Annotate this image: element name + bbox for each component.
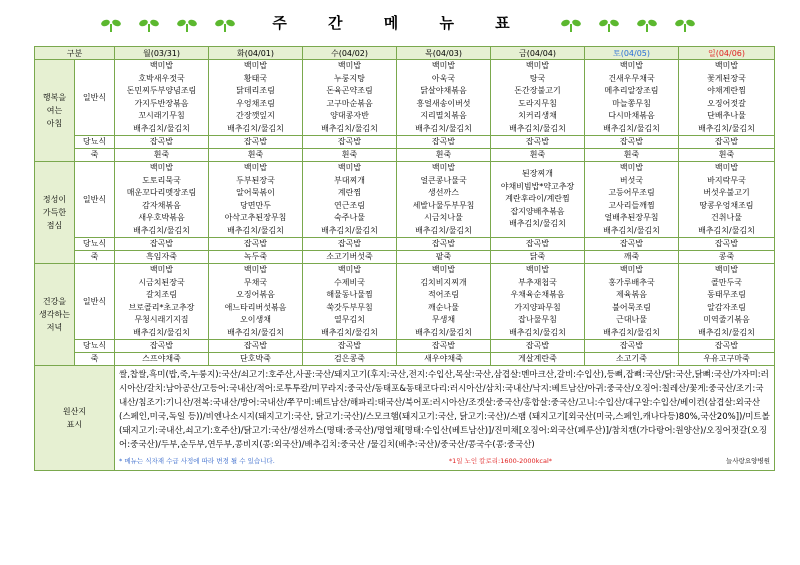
menu-item: 백미밥 — [525, 61, 550, 70]
menu-item: 꼬시래기무침 — [138, 111, 185, 120]
diabetic-cell: 잡곡밥 — [491, 340, 585, 353]
diabetic-cell: 잡곡밥 — [303, 238, 397, 251]
menu-item: 배추김치/물김치 — [133, 123, 190, 133]
day-header-fri: 금(04/04) — [491, 47, 585, 60]
day-header-thu: 목(04/03) — [397, 47, 491, 60]
day-header-row — [35, 47, 775, 60]
meal-row-diabetic — [35, 340, 775, 353]
menu-item: 배추김치/물김치 — [509, 219, 566, 229]
menu-item: 잡지양배추볶음 — [510, 206, 565, 216]
sprout-icon — [560, 18, 582, 32]
menu-item: 배추김치/물김치 — [321, 327, 378, 337]
diabetic-cell: 잡곡밥 — [209, 238, 303, 251]
menu-item: 감자채볶음 — [142, 200, 181, 210]
menu-item: 브로콜리*초고추장 — [128, 302, 195, 312]
menu-item: 야채비빔밥*약고추장 — [500, 181, 575, 191]
menu-item: 고사리들깨찜 — [608, 200, 655, 210]
menu-item: 해물동나물찜 — [326, 290, 373, 299]
day-header-sat: 토(04/05) — [585, 47, 679, 60]
menu-item: 세발나물두부무침 — [412, 200, 475, 210]
menu-item: 황태국 — [243, 73, 268, 83]
porridge-cell: 흰죽 — [209, 149, 303, 162]
menu-item: 오이생채 — [240, 315, 271, 324]
menu-item: 흥얼새송이버섯 — [416, 98, 471, 108]
menu-item: 고등어무조림 — [608, 188, 655, 197]
menu-item: 백미밥 — [431, 265, 456, 274]
menu-cell — [397, 264, 491, 340]
origin-row — [35, 366, 775, 471]
menu-item: 수제비국 — [334, 277, 365, 287]
menu-item: 땅콩우엉채조림 — [699, 200, 754, 210]
sprout-icon — [598, 18, 620, 32]
menu-item: 배추김치/물김치 — [509, 123, 566, 133]
menu-item: 백미밥 — [619, 61, 644, 70]
menu-item: 버섯우불고기 — [703, 188, 750, 197]
menu-item: 백미밥 — [337, 61, 362, 70]
menu-cell — [397, 162, 491, 238]
menu-item: 건취나물 — [711, 213, 742, 222]
menu-item: 미역줄기볶음 — [703, 315, 750, 324]
menu-cell — [303, 60, 397, 136]
menu-item: 두부된장국 — [236, 175, 275, 185]
day-header-tue: 화(04/01) — [209, 47, 303, 60]
diabetic-cell: 잡곡밥 — [585, 340, 679, 353]
menu-cell — [397, 60, 491, 136]
menu-item: 적어조림 — [428, 290, 459, 299]
menu-item: 아삭고추된장무침 — [224, 213, 287, 222]
menu-item: 열무김치 — [334, 315, 365, 324]
sprout-icon — [214, 18, 236, 32]
menu-item: 백미밥 — [431, 163, 456, 172]
diet-type-label: 일반식 — [75, 60, 115, 136]
calorie-note: *1일 노인 칼로리:1600-2000kcal* — [448, 457, 553, 465]
menu-item: 새우호박볶음 — [138, 213, 185, 222]
menu-cell — [491, 162, 585, 238]
menu-cell — [585, 60, 679, 136]
menu-item: 당면만두 — [240, 200, 271, 210]
diabetic-cell: 잡곡밥 — [491, 238, 585, 251]
diet-type-label: 죽 — [75, 149, 115, 162]
menu-item: 배추김치/물김치 — [415, 225, 472, 235]
menu-item: 콜만두국 — [711, 277, 742, 287]
menu-item: 배추김치/물김치 — [698, 225, 755, 235]
menu-item: 배추김치/물김치 — [227, 123, 284, 133]
menu-item: 백미밥 — [337, 163, 362, 172]
menu-item: 백미밥 — [149, 61, 174, 70]
diabetic-cell: 잡곡밥 — [115, 136, 209, 149]
diabetic-cell: 잡곡밥 — [209, 340, 303, 353]
porridge-cell: 스프야채죽 — [115, 353, 209, 366]
diabetic-cell: 잡곡밥 — [397, 238, 491, 251]
menu-item: 배추김치/물김치 — [321, 225, 378, 235]
menu-item: 고구마순볶음 — [326, 98, 373, 108]
menu-item: 백미밥 — [337, 265, 362, 274]
sprout-icon — [100, 18, 122, 32]
hospital-name: 늘사랑요양병원 — [726, 457, 770, 465]
diet-type-label: 죽 — [75, 251, 115, 264]
diabetic-cell: 잡곡밥 — [303, 340, 397, 353]
menu-item: 다시마채볶음 — [608, 111, 655, 120]
menu-item: 시금치나물 — [424, 213, 463, 222]
menu-item: 배추김치/물김치 — [603, 123, 660, 133]
meal-row-porridge — [35, 149, 775, 162]
sprout-icon — [176, 18, 198, 32]
menu-item: 야채계란찜 — [707, 86, 746, 95]
porridge-cell: 단호박죽 — [209, 353, 303, 366]
page-header — [0, 0, 800, 46]
menu-cell — [585, 162, 679, 238]
origin-info — [115, 366, 775, 471]
meal-name: 행복을 여는 아침 — [35, 60, 75, 162]
diet-type-label: 당뇨식 — [75, 136, 115, 149]
menu-item: 백미밥 — [714, 163, 739, 172]
menu-item: 백미밥 — [243, 163, 268, 172]
diabetic-cell: 잡곡밥 — [115, 238, 209, 251]
origin-label: 원산지 표시 — [35, 366, 115, 471]
diabetic-cell: 잡곡밥 — [491, 136, 585, 149]
porridge-cell: 흰죽 — [585, 149, 679, 162]
porridge-cell: 녹두죽 — [209, 251, 303, 264]
menu-item: 메추리알장조림 — [604, 86, 659, 95]
meal-row-porridge — [35, 353, 775, 366]
diet-type-label: 당뇨식 — [75, 238, 115, 251]
diabetic-cell: 잡곡밥 — [209, 136, 303, 149]
menu-item: 얼배추된장무침 — [604, 213, 659, 222]
menu-item: 꽃게된장국 — [707, 73, 746, 83]
origin-footer — [119, 454, 770, 468]
porridge-cell: 새우야채죽 — [397, 353, 491, 366]
meal-row-main — [35, 162, 775, 238]
menu-item: 제육볶음 — [616, 290, 647, 299]
menu-item: 갈치조림 — [146, 290, 177, 299]
menu-item: 배추김치/물김치 — [321, 123, 378, 133]
menu-item: 배추김치/물김치 — [415, 123, 472, 133]
meal-row-diabetic — [35, 238, 775, 251]
menu-cell — [303, 264, 397, 340]
diabetic-cell: 잡곡밥 — [679, 136, 775, 149]
menu-item: 김치비지찌개 — [420, 277, 467, 287]
origin-text: 쌀,찹쌀,흑미(밥,죽,누룽지):국산/쇠고기:호주산,사골:국산/돼지고기(후지:국산,전지:수입산,목살:국산,삼겹살:멘마크산,갈비:수입산),등뼈,잡뼈:국산/닭:국산,닭뼈:국산/가자미:러시아산/갈치:남아공산/고등어:국내산/적어:로투투칼/미꾸라지:중국산/동태포&동태코다리:러시아산/삼치:국내산/낙지:베트남산/아귀:중국산/오징어:칠레산/꽃게:중국산/조기:국내산/침조기:기니산/전복:국내산/방어:국내산/쭈꾸미:베트남산/해파리:태국산/북어포:러시아산/조갯살:중국산/홍합살:중국산/고니:수입산/대구알:수입산/베이컨(삼겹살:외국산(스페인,미국,독일 등))/비엔나소시지(돼지고기:국산, 닭고기:국산)/스모크햄(돼지고기:국산, 닭고기:국산)/스팸 (돼지고기[외국산(미국,스페인,캐나다등)80%,국산20%])/미트볼(돼지고기:국내산,쇠고기:호주산)/닭고기:국산/생선까스(명태:중국산)/명엽채[명태:수입산(베트남산)]/진미채[오징어:외국산(페루산)]/참치캔(가다랑어:원양산)/오징어젓갈(오징어:중국산)/두부,순두부,연두부,콩비지(콩:외국산)/배추김치:중국산 /물김치(배추:국산)/중국산/콩국수(콩:중국산) — [119, 370, 770, 450]
menu-item: 백미밥 — [619, 265, 644, 274]
menu-item: 백미밥 — [431, 61, 456, 70]
menu-item: 우채육순채볶음 — [510, 290, 565, 299]
menu-item: 가지양파무침 — [514, 302, 561, 312]
porridge-cell: 소고기죽 — [585, 353, 679, 366]
menu-item: 지리멸치볶음 — [420, 111, 467, 120]
porridge-cell: 흰죽 — [491, 149, 585, 162]
menu-cell — [115, 162, 209, 238]
diet-type-label: 일반식 — [75, 162, 115, 238]
menu-item: 배추김치/물김치 — [133, 327, 190, 337]
menu-item: 치커리생채 — [518, 111, 557, 120]
menu-cell — [679, 264, 775, 340]
sprout-icon — [636, 18, 658, 32]
menu-item: 백미밥 — [714, 265, 739, 274]
menu-item: 돈간장불고기 — [514, 86, 561, 95]
menu-item: 바지락무국 — [707, 175, 746, 185]
menu-item: 계란후라이/계란찜 — [505, 194, 570, 204]
menu-item: 양대콩자반 — [330, 111, 369, 120]
porridge-cell: 검은콩죽 — [303, 353, 397, 366]
sprout-decoration-right — [560, 18, 696, 32]
menu-cell — [585, 264, 679, 340]
menu-item: 불어묵조림 — [612, 302, 651, 312]
menu-item: 무생채 — [431, 315, 456, 324]
porridge-cell: 소고기버섯죽 — [303, 251, 397, 264]
menu-item: 부추재첩국 — [518, 277, 557, 287]
porridge-cell: 흰죽 — [397, 149, 491, 162]
menu-cell — [209, 162, 303, 238]
menu-item: 아욱국 — [431, 73, 456, 83]
menu-item: 백미밥 — [525, 265, 550, 274]
menu-item: 근대나물 — [616, 315, 647, 324]
day-header-sun: 일(04/06) — [679, 47, 775, 60]
menu-item: 오징어볶음 — [236, 290, 275, 299]
porridge-cell: 콩죽 — [679, 251, 775, 264]
menu-item: 백미밥 — [714, 61, 739, 70]
menu-item: 도토리묵국 — [142, 175, 181, 185]
menu-item: 알어묵볶이 — [236, 188, 275, 197]
sprout-icon — [674, 18, 696, 32]
menu-item: 버섯국 — [619, 175, 644, 185]
menu-item: 백미밥 — [149, 163, 174, 172]
menu-item: 건새우무채국 — [608, 73, 655, 83]
menu-item: 닭데리조림 — [236, 86, 275, 95]
diabetic-cell: 잡곡밥 — [115, 340, 209, 353]
menu-item: 간장깻잎지 — [236, 111, 275, 120]
menu-item: 배추김치/물김치 — [415, 327, 472, 337]
menu-item: 깨순나물 — [428, 302, 459, 312]
menu-item: 동태무조림 — [707, 290, 746, 299]
menu-item: 쑥갓두부무침 — [326, 302, 373, 312]
menu-item: 배추김치/물김치 — [509, 327, 566, 337]
diabetic-cell: 잡곡밥 — [679, 238, 775, 251]
sprout-decoration-left — [100, 18, 236, 32]
diabetic-cell: 잡곡밥 — [585, 238, 679, 251]
diet-type-label: 일반식 — [75, 264, 115, 340]
weekly-menu-table — [34, 46, 775, 471]
menu-change-notice: * 메뉴는 식자재 수급 사정에 따라 변경 될 수 있습니다. — [119, 457, 275, 465]
menu-item: 무채국 — [243, 277, 268, 287]
menu-item: 누룽지탕 — [334, 73, 365, 83]
menu-item: 백미밥 — [149, 265, 174, 274]
menu-item: 호박새우젓국 — [138, 73, 185, 83]
menu-item: 백미밥 — [619, 163, 644, 172]
menu-cell — [303, 162, 397, 238]
menu-item: 부대찌개 — [334, 175, 365, 185]
menu-cell — [115, 264, 209, 340]
menu-cell — [679, 162, 775, 238]
meal-name: 정성이 가득한 점심 — [35, 162, 75, 264]
page-title: 주 간 메 뉴 표 — [272, 14, 528, 32]
menu-cell — [491, 264, 585, 340]
porridge-cell: 팥죽 — [397, 251, 491, 264]
menu-item: 배추김치/물김치 — [227, 327, 284, 337]
menu-item: 오징어젓갈 — [707, 98, 746, 108]
porridge-cell: 흑임자죽 — [115, 251, 209, 264]
menu-item: 우엉채조림 — [236, 98, 275, 108]
menu-item: 가지두반장볶음 — [134, 98, 189, 108]
sprout-icon — [138, 18, 160, 32]
category-header: 구분 — [35, 47, 115, 60]
day-header-wed: 수(04/02) — [303, 47, 397, 60]
menu-item: 탕국 — [529, 73, 546, 83]
menu-item: 단배추나물 — [707, 111, 746, 120]
menu-item: 애느타리버섯볶음 — [224, 302, 287, 312]
menu-item: 배추김치/물김치 — [698, 327, 755, 337]
menu-item: 계란찜 — [337, 188, 362, 197]
menu-cell — [679, 60, 775, 136]
menu-item: 도라지무침 — [518, 98, 557, 108]
diet-type-label: 죽 — [75, 353, 115, 366]
menu-item: 알감자조림 — [707, 302, 746, 312]
day-header-mon: 월(03/31) — [115, 47, 209, 60]
menu-item: 배추김치/물김치 — [133, 225, 190, 235]
menu-item: 백미밥 — [243, 265, 268, 274]
meal-row-porridge — [35, 251, 775, 264]
menu-item: 배추김치/물김치 — [603, 327, 660, 337]
menu-item: 잡나물무침 — [518, 315, 557, 324]
menu-item: 배추김치/물김치 — [227, 225, 284, 235]
menu-cell — [491, 60, 585, 136]
menu-item: 연근조림 — [334, 200, 365, 210]
menu-cell — [115, 60, 209, 136]
meal-name: 건강을 생각하는 저녁 — [35, 264, 75, 366]
porridge-cell: 우유고구마죽 — [679, 353, 775, 366]
diet-type-label: 당뇨식 — [75, 340, 115, 353]
menu-item: 매운꼬다리멧장조림 — [126, 188, 197, 197]
meal-row-diabetic — [35, 136, 775, 149]
menu-item: 생선까스 — [428, 188, 459, 197]
menu-cell — [209, 60, 303, 136]
menu-item: 마늘쫑무침 — [612, 98, 651, 108]
menu-item: 숙주나물 — [334, 213, 365, 222]
diabetic-cell: 잡곡밥 — [397, 136, 491, 149]
diabetic-cell: 잡곡밥 — [397, 340, 491, 353]
menu-item: 닭살야채볶음 — [420, 86, 467, 95]
diabetic-cell: 잡곡밥 — [303, 136, 397, 149]
porridge-cell: 닭죽 — [491, 251, 585, 264]
menu-item: 된장찌개 — [522, 169, 553, 179]
porridge-cell: 게살계란죽 — [491, 353, 585, 366]
menu-item: 배추김치/물김치 — [603, 225, 660, 235]
porridge-cell: 흰죽 — [115, 149, 209, 162]
menu-item: 돈육곤약조림 — [326, 86, 373, 95]
porridge-cell: 흰죽 — [679, 149, 775, 162]
porridge-cell: 깨죽 — [585, 251, 679, 264]
porridge-cell: 흰죽 — [303, 149, 397, 162]
diabetic-cell: 잡곡밥 — [679, 340, 775, 353]
menu-item: 돈민찌두부양념조림 — [126, 86, 197, 95]
menu-item: 얼큰콩나물국 — [420, 175, 467, 185]
menu-item: 홍가루배추국 — [608, 277, 655, 287]
menu-item: 시금치된장국 — [138, 277, 185, 287]
menu-item: 무청시래기지짐 — [134, 315, 189, 324]
menu-cell — [209, 264, 303, 340]
menu-item: 백미밥 — [243, 61, 268, 70]
diabetic-cell: 잡곡밥 — [585, 136, 679, 149]
menu-item: 배추김치/물김치 — [698, 123, 755, 133]
meal-row-main — [35, 60, 775, 136]
meal-row-main — [35, 264, 775, 340]
